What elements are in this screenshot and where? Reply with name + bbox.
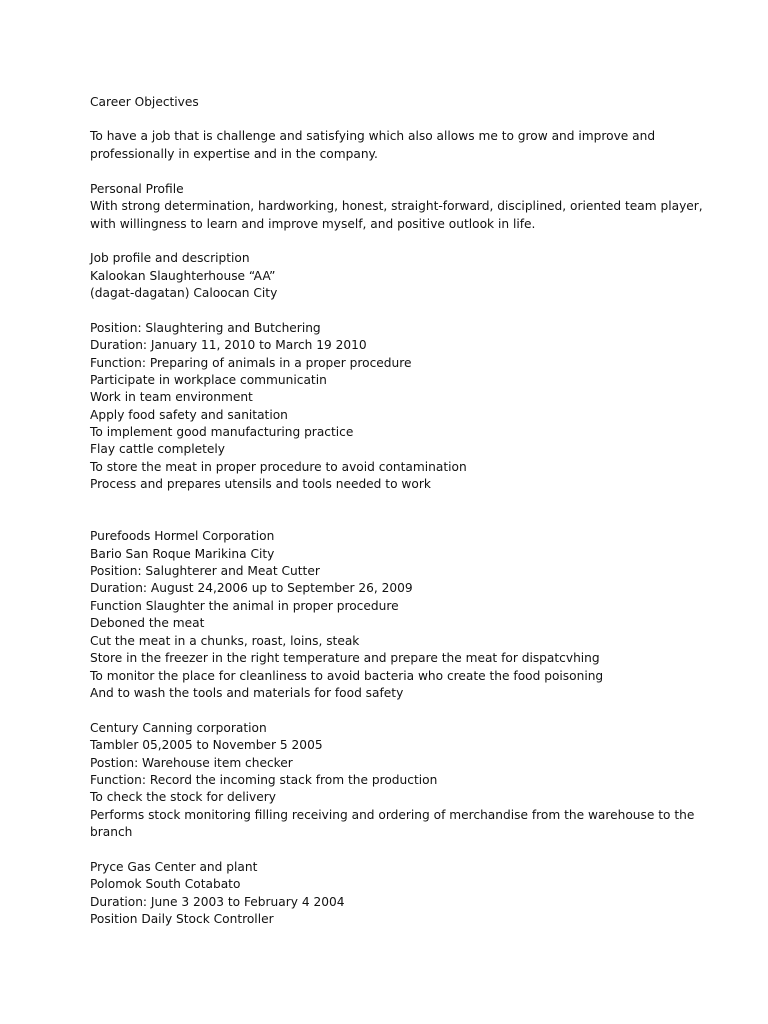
employer-location: (dagat-dagatan) Caloocan City [90,286,278,300]
employer-name: Century Canning corporation [90,721,267,735]
job-detail-line: Apply food safety and sanitation [90,408,288,422]
job-detail-line: To check the stock for delivery [90,790,276,804]
job-detail-line: Flay cattle completely [90,442,225,456]
profile-line: With strong determination, hardworking, honest, straight-forward, disciplined, oriented team player, [90,199,703,213]
heading-personal-profile: Personal Profile [90,182,184,196]
job-detail-line: Duration: January 11, 2010 to March 19 2010 [90,338,367,352]
job-detail-line: Store in the freezer in the right temperature and prepare the meat for dispatcvhing [90,651,600,665]
employer-name: Purefoods Hormel Corporation [90,529,275,543]
profile-line: with willingness to learn and improve myself, and positive outlook in life. [90,217,536,231]
heading-career-objectives: Career Objectives [90,95,199,109]
job-detail-line: Function: Record the incoming stack from the production [90,773,438,787]
objective-line: professionally in expertise and in the company. [90,147,378,161]
job-detail-line: Position: Slaughtering and Butchering [90,321,321,335]
job-detail-line: Cut the meat in a chunks, roast, loins, steak [90,634,360,648]
job-detail-line: Deboned the meat [90,616,205,630]
employer-name: Pryce Gas Center and plant [90,860,258,874]
job-detail-line: Postion: Warehouse item checker [90,756,293,770]
job-detail-line: And to wash the tools and materials for food safety [90,686,404,700]
employer-location: Bario San Roque Marikina City [90,547,275,561]
job-detail-line: Function Slaughter the animal in proper procedure [90,599,399,613]
job-detail-line: Duration: June 3 2003 to February 4 2004 [90,895,345,909]
employer-name: Kalookan Slaughterhouse “AA” [90,269,276,283]
job-detail-line: branch [90,825,133,839]
employer-location: Polomok South Cotabato [90,877,241,891]
job-detail-line: Position Daily Stock Controller [90,912,274,926]
job-detail-line: Participate in workplace communicatin [90,373,327,387]
job-detail-line: Process and prepares utensils and tools needed to work [90,477,431,491]
job-detail-line: Function: Preparing of animals in a proper procedure [90,356,412,370]
objective-line: To have a job that is challenge and satisfying which also allows me to grow and improve and [90,129,656,143]
job-detail-line: Position: Salughterer and Meat Cutter [90,564,320,578]
job-detail-line: To implement good manufacturing practice [90,425,354,439]
job-detail-line: To monitor the place for cleanliness to avoid bacteria who create the food poisoning [90,669,604,683]
heading-job-profile: Job profile and description [90,251,250,265]
job-detail-line: To store the meat in proper procedure to avoid contamination [90,460,467,474]
job-detail-line: Work in team environment [90,390,253,404]
job-detail-line: Duration: August 24,2006 up to September 26, 2009 [90,581,413,595]
job-detail-line: Performs stock monitoring filling receiving and ordering of merchandise from the warehouse to the [90,808,695,822]
job-detail-line: Tambler 05,2005 to November 5 2005 [90,738,323,752]
